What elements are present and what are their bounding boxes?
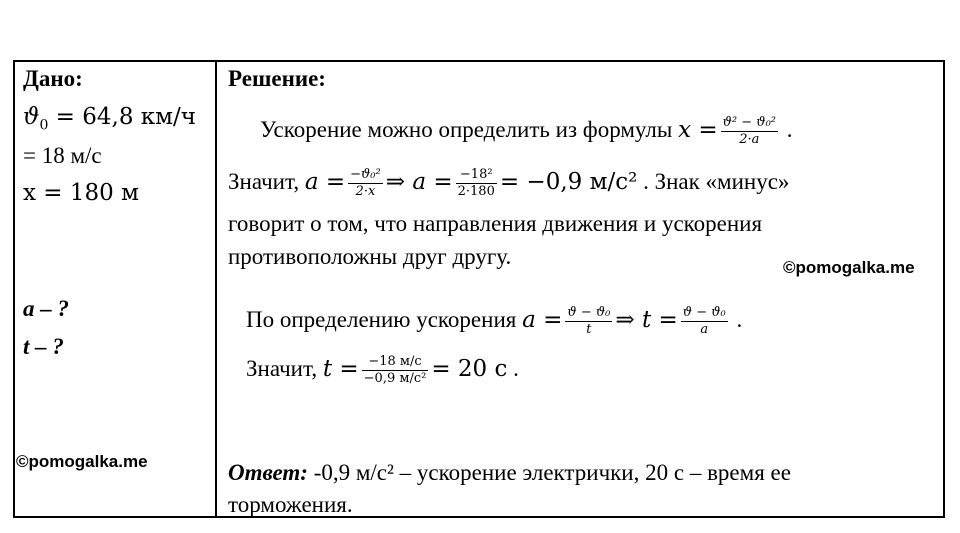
p4-text: По определению ускорения (246, 306, 523, 332)
watermark-left: ©pomogalka.me (16, 452, 148, 471)
p5-end: . (507, 355, 519, 381)
p2-denominator-2: 2·180 (457, 184, 495, 199)
answer-line-1 (228, 460, 791, 486)
p1-numerator: ϑ² − ϑ₀² (722, 115, 777, 130)
p4-denominator-1: t (586, 322, 592, 337)
p2-numerator-2: −18² (456, 167, 497, 184)
p2-result: = −0,9 м/с² (499, 168, 638, 195)
p5-numerator: −18 м/с (362, 354, 429, 371)
p4-mid: ⇒ t = (615, 306, 678, 333)
v0-sub: 0 (39, 117, 49, 134)
p1-lhs: x = (678, 116, 718, 143)
find-a: a – ? (23, 296, 69, 321)
solution-paragraph-1 (260, 115, 793, 148)
given-v0 (23, 104, 196, 134)
p2-lhs: a = (304, 168, 346, 195)
solution-paragraph-2 (228, 167, 789, 200)
p5-lhs: t = (322, 355, 359, 382)
p4-numerator-2: ϑ − ϑ₀ (682, 305, 726, 320)
solution-paragraph-5 (246, 354, 519, 387)
v0-value: = 64,8 км/ч (48, 104, 197, 130)
watermark-right: ©pomogalka.me (783, 258, 915, 277)
p1-end: . (781, 116, 793, 142)
solution-paragraph-4 (246, 305, 742, 338)
solution-paragraph-3-line-2: противоположны друг другу. (228, 244, 512, 269)
p2-text: Значит, (228, 168, 305, 194)
p2-tail: . Знак «минус» (637, 168, 790, 194)
answer-text: -0,9 м/с² – ускорение электрички, 20 с – время ее (307, 460, 791, 485)
p4-denominator-2: a (700, 322, 709, 337)
given-x: x = 180 м (23, 180, 139, 206)
given-v0-si: = 18 м/с (23, 143, 102, 168)
p2-mid: ⇒ a = (385, 168, 453, 195)
column-divider (215, 60, 217, 518)
p5-result: = 20 с (431, 355, 508, 382)
p4-fraction-2 (681, 305, 728, 338)
p2-fraction-2 (456, 167, 497, 200)
p1-text: Ускорение можно определить из формулы (260, 116, 679, 142)
p5-text: Значит, (246, 355, 323, 381)
solution-paragraph-3-line-1: говорит о том, что направления движения и ускорения (228, 211, 763, 236)
p2-denominator-1: 2·x (355, 184, 376, 199)
p2-numerator-1: −ϑ₀² (350, 167, 381, 182)
p5-denominator: −0,9 м/с² (363, 371, 427, 386)
p4-lhs: a = (522, 306, 563, 333)
p4-end: . (730, 306, 743, 332)
find-t: t – ? (23, 334, 64, 359)
p2-fraction-1 (348, 167, 383, 200)
given-header: Дано: (23, 66, 83, 91)
p1-fraction (721, 115, 778, 148)
answer-label: Ответ: (228, 460, 308, 485)
solution-header: Решение: (228, 66, 326, 91)
answer-line-2: торможения. (228, 492, 353, 517)
v0-symbol: ϑ (23, 104, 40, 130)
p4-numerator-1: ϑ − ϑ₀ (567, 305, 611, 320)
p4-fraction-1 (565, 305, 612, 338)
p1-denominator: 2·a (739, 132, 760, 147)
p5-fraction (362, 354, 429, 387)
